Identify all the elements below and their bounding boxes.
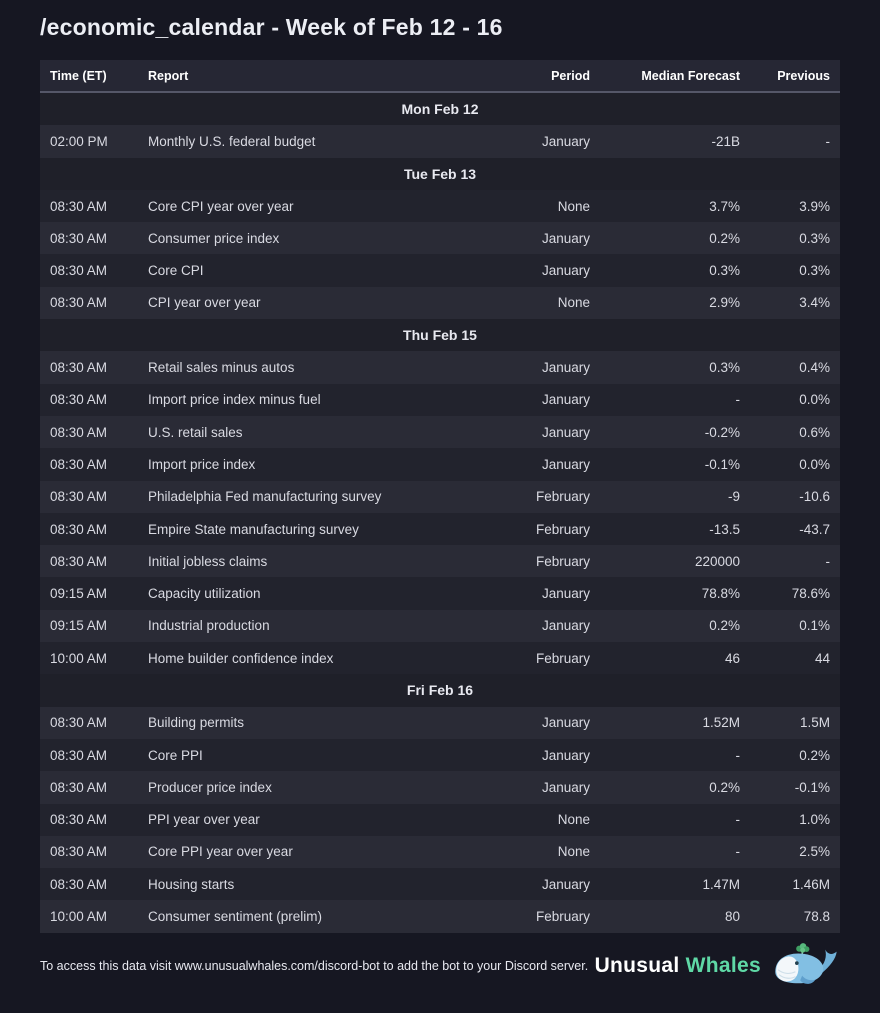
table-row (40, 125, 840, 157)
cell-time: 08:30 AM (50, 521, 108, 537)
cell-previous: 0.1% (799, 618, 830, 634)
cell-report: Consumer sentiment (prelim) (148, 909, 323, 925)
cell-period: January (541, 392, 590, 408)
section-header-row: Tue Feb 13 (40, 158, 840, 190)
cell-previous: 78.6% (791, 586, 830, 602)
cell-median: 3.7% (709, 198, 740, 214)
column-header-median-forecast: Median Forecast (641, 68, 740, 83)
column-header-time: Time (ET) (50, 68, 107, 83)
cell-period: January (541, 586, 590, 602)
section-header-row: Thu Feb 15 (40, 319, 840, 351)
cell-time: 08:30 AM (50, 263, 108, 279)
cell-time: 08:30 AM (50, 715, 108, 731)
cell-previous: 3.9% (799, 198, 830, 214)
column-header-previous: Previous (777, 68, 830, 83)
table-row (40, 254, 840, 286)
table-header-row (40, 60, 840, 93)
cell-period: None (557, 295, 590, 311)
table-row (40, 739, 840, 771)
cell-median: 0.2% (709, 779, 740, 795)
table-row (40, 384, 840, 416)
cell-previous: -43.7 (799, 521, 830, 537)
cell-period: January (541, 747, 590, 763)
cell-report: Core CPI (148, 263, 204, 279)
page-title: /economic_calendar - Week of Feb 12 - 16 (40, 14, 503, 40)
cell-median: 220000 (694, 553, 740, 569)
footer-note: To access this data visit www.unusualwhales.com/discord-bot to add the bot to your Discord server. (40, 958, 589, 973)
cell-period: None (557, 844, 590, 860)
cell-time: 08:30 AM (50, 198, 108, 214)
cell-report: Capacity utilization (148, 586, 261, 602)
cell-median: 2.9% (709, 295, 740, 311)
cell-period: January (541, 230, 590, 246)
cell-report: Empire State manufacturing survey (148, 521, 359, 537)
cell-time: 08:30 AM (50, 360, 108, 376)
cell-period: January (541, 779, 590, 795)
cell-median: -13.5 (709, 521, 740, 537)
cell-median: 0.2% (709, 230, 740, 246)
cell-period: February (535, 521, 590, 537)
cell-period: January (541, 263, 590, 279)
cell-time: 08:30 AM (50, 424, 108, 440)
cell-median: 0.3% (709, 360, 740, 376)
cell-previous: 2.5% (799, 844, 830, 860)
cell-time: 08:30 AM (50, 456, 108, 472)
cell-report: Home builder confidence index (148, 650, 334, 666)
cell-median: -21B (711, 133, 740, 149)
cell-previous: 78.8 (803, 909, 830, 925)
cell-report: CPI year over year (148, 295, 261, 311)
cell-report: Import price index minus fuel (148, 392, 321, 408)
cell-time: 08:30 AM (50, 392, 108, 408)
cell-period: February (535, 553, 590, 569)
table-body (40, 93, 840, 933)
cell-period: February (535, 650, 590, 666)
cell-period: January (541, 424, 590, 440)
cell-previous: 1.46M (792, 876, 830, 892)
cell-median: 46 (724, 650, 740, 666)
table-row (40, 513, 840, 545)
section-header-row: Fri Feb 16 (40, 674, 840, 706)
table-row (40, 287, 840, 319)
cell-previous: 0.2% (799, 747, 830, 763)
cell-median: -9 (727, 489, 740, 505)
cell-previous: -0.1% (794, 779, 830, 795)
cell-median: - (735, 844, 740, 860)
brand-word-whales: Whales (685, 953, 761, 977)
brand-logo (595, 942, 840, 990)
cell-report: Core PPI year over year (148, 844, 293, 860)
cell-median: -0.1% (704, 456, 740, 472)
cell-previous: 0.4% (799, 360, 830, 376)
cell-period: January (541, 360, 590, 376)
cell-median: - (735, 747, 740, 763)
cell-median: 78.8% (701, 586, 740, 602)
cell-median: 1.47M (702, 876, 740, 892)
cell-report: Core CPI year over year (148, 198, 294, 214)
column-header-report: Report (148, 68, 189, 83)
cell-report: Philadelphia Fed manufacturing survey (148, 489, 382, 505)
table-row (40, 222, 840, 254)
brand-wordmark (595, 954, 761, 978)
cell-previous: 3.4% (799, 295, 830, 311)
cell-median: 0.2% (709, 618, 740, 634)
cell-period: January (541, 715, 590, 731)
cell-previous: 0.6% (799, 424, 830, 440)
cell-period: None (557, 198, 590, 214)
cell-previous: 0.0% (799, 392, 830, 408)
table-row (40, 448, 840, 480)
cell-report: Industrial production (148, 618, 270, 634)
cell-time: 09:15 AM (50, 586, 108, 602)
cell-previous: 0.3% (799, 263, 830, 279)
section-header-row: Mon Feb 12 (40, 93, 840, 125)
cell-median: -0.2% (704, 424, 740, 440)
cell-time: 08:30 AM (50, 876, 108, 892)
cell-previous: -10.6 (799, 489, 830, 505)
cell-time: 02:00 PM (50, 133, 108, 149)
table-row (40, 190, 840, 222)
cell-period: January (541, 876, 590, 892)
cell-period: January (541, 133, 590, 149)
cell-report: PPI year over year (148, 812, 260, 828)
cell-previous: - (825, 133, 830, 149)
cell-time: 10:00 AM (50, 650, 108, 666)
cell-report: Retail sales minus autos (148, 360, 295, 376)
table-row (40, 804, 840, 836)
table-row (40, 610, 840, 642)
table-row (40, 707, 840, 739)
cell-previous: - (825, 553, 830, 569)
cell-time: 09:15 AM (50, 618, 108, 634)
cell-time: 08:30 AM (50, 844, 108, 860)
cell-median: 80 (724, 909, 740, 925)
cell-period: None (557, 812, 590, 828)
cell-report: Monthly U.S. federal budget (148, 133, 316, 149)
whale-icon (770, 942, 840, 990)
cell-previous: 0.0% (799, 456, 830, 472)
cell-report: Producer price index (148, 779, 272, 795)
cell-time: 10:00 AM (50, 909, 108, 925)
cell-period: February (535, 489, 590, 505)
table-row (40, 642, 840, 674)
cell-time: 08:30 AM (50, 779, 108, 795)
cell-period: February (535, 909, 590, 925)
table-row (40, 577, 840, 609)
cell-previous: 44 (814, 650, 830, 666)
cell-report: Building permits (148, 715, 245, 731)
cell-time: 08:30 AM (50, 230, 108, 246)
cell-report: Consumer price index (148, 230, 280, 246)
column-header-period: Period (551, 68, 590, 83)
cell-report: Import price index (148, 456, 256, 472)
cell-previous: 1.0% (799, 812, 830, 828)
cell-time: 08:30 AM (50, 812, 108, 828)
cell-median: 0.3% (709, 263, 740, 279)
table-row (40, 900, 840, 932)
cell-previous: 1.5M (799, 715, 830, 731)
cell-time: 08:30 AM (50, 553, 108, 569)
table-row (40, 868, 840, 900)
economic-calendar-page (0, 14, 880, 993)
cell-time: 08:30 AM (50, 747, 108, 763)
cell-median: 1.52M (702, 715, 740, 731)
table-row (40, 351, 840, 383)
cell-report: Core PPI (148, 747, 203, 763)
cell-time: 08:30 AM (50, 295, 108, 311)
brand-word-unusual: Unusual (594, 953, 680, 977)
cell-period: January (541, 618, 590, 634)
footer (40, 939, 840, 993)
cell-period: January (541, 456, 590, 472)
cell-time: 08:30 AM (50, 489, 108, 505)
table-row (40, 481, 840, 513)
cell-report: Initial jobless claims (148, 553, 268, 569)
cell-median: - (735, 392, 740, 408)
cell-median: - (735, 812, 740, 828)
economic-calendar-table (40, 60, 840, 933)
cell-report: Housing starts (148, 876, 235, 892)
cell-previous: 0.3% (799, 230, 830, 246)
cell-report: U.S. retail sales (148, 424, 243, 440)
table-row (40, 416, 840, 448)
table-row (40, 771, 840, 803)
table-row (40, 545, 840, 577)
table-row (40, 836, 840, 868)
